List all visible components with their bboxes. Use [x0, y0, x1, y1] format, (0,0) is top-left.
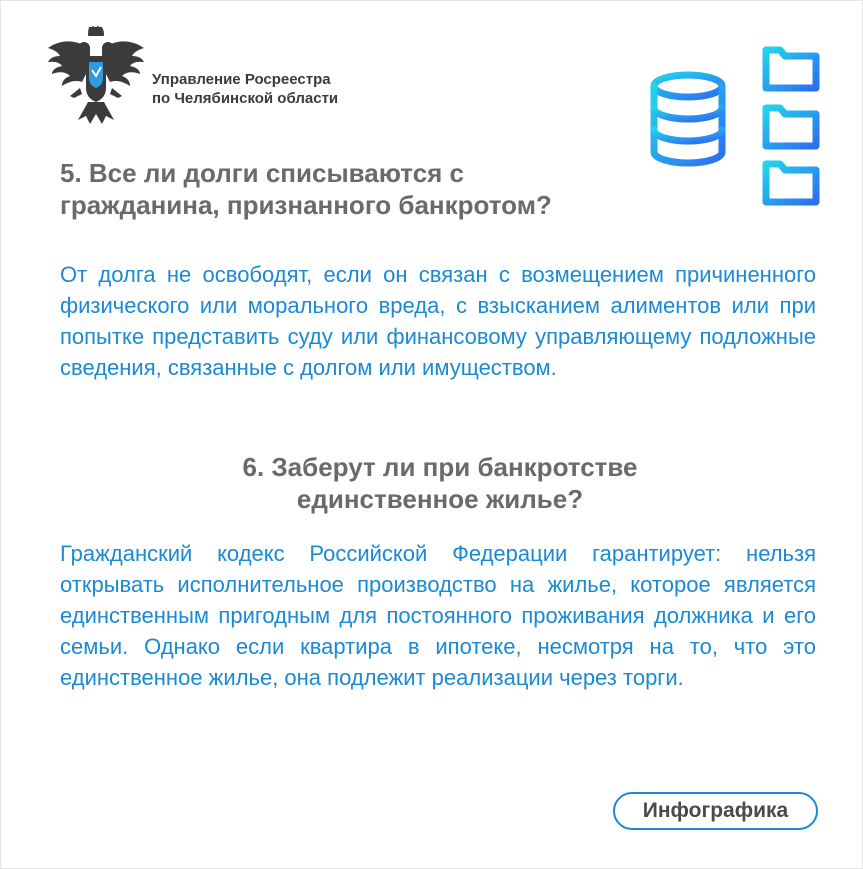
question-6: [60, 451, 820, 515]
org-line-2: по Челябинской области: [152, 90, 339, 107]
answer-5: От долга не освободят, если он связан с возмещением причиненного физического или морального вреда, с взысканием алиментов или при попытке представить суду или финансовому управляющему подложные сведения, связанные с долгом или имуществом.: [60, 262, 816, 380]
question-6-line-2: единственное жилье?: [296, 484, 584, 514]
question-5: [60, 157, 680, 221]
eagle-emblem-icon: [44, 26, 148, 130]
organization-name: [152, 70, 338, 108]
answer-6: Гражданский кодекс Российской Федерации гарантирует: нельзя открывать исполнительное производство на жилье, которое является единственным пригодным для постоянного проживания должника и его семьи. Однако если квартира в ипотеке, несмотря на то, что это единственное жилье, она подлежит реализации через торги.: [60, 541, 816, 690]
question-5-line-1: 5. Все ли долги списываются с: [60, 158, 465, 188]
question-5-line-2: гражданина, признанного банкротом?: [60, 190, 552, 220]
infographic-badge: Инфографика: [613, 792, 818, 830]
question-6-line-1: 6. Заберут ли при банкротстве: [242, 452, 638, 482]
org-line-1: Управление Росреестра: [152, 71, 331, 88]
